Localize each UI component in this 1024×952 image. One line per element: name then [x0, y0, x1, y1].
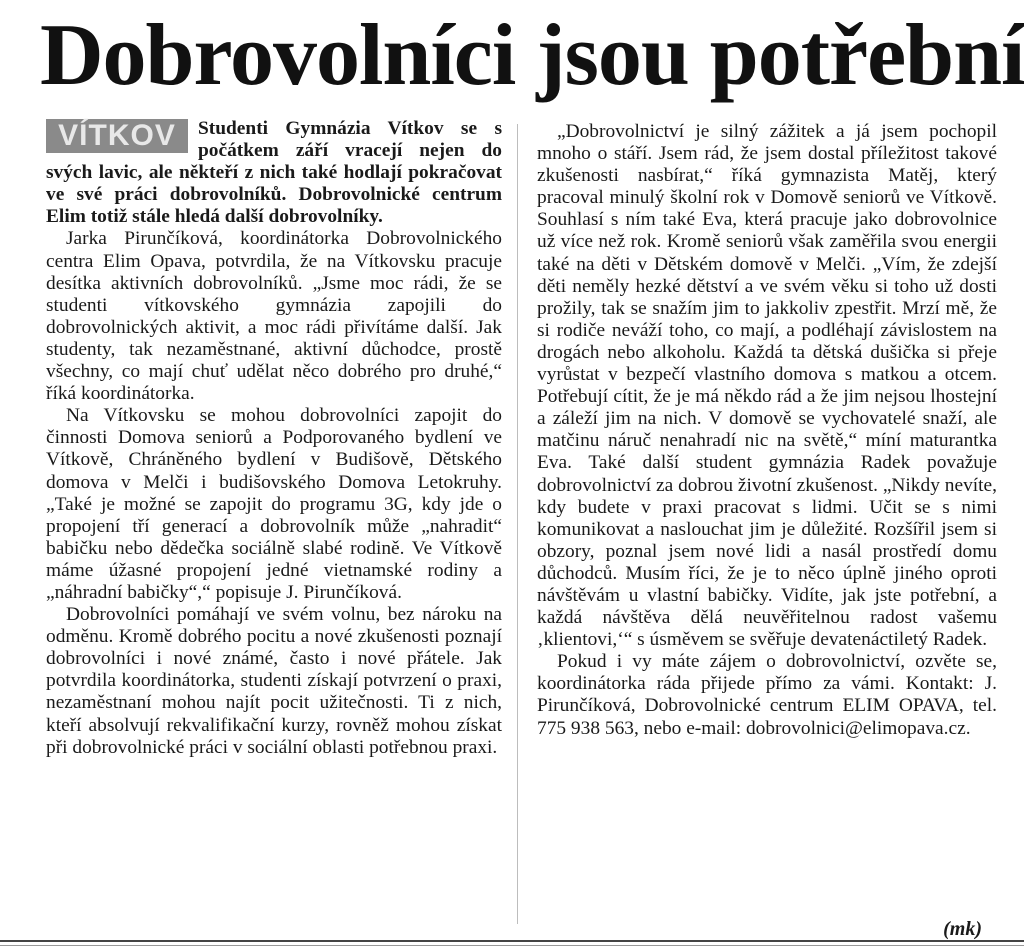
paragraph: Pokud i vy máte zájem o dobrovolnictví, ozvěte se, koordinátorka ráda přijede přímo za vámi. Kontakt: J. Pirunčíková, Dobrovolnické centrum ELIM OPAVA, tel. 775 938 563, nebo e-mail: dobrovolnici@elimopava.cz.	[537, 651, 997, 739]
paragraph: Jarka Pirunčíková, koordinátorka Dobrovolnického centra Elim Opava, potvrdila, že na Vítkovsku pracuje desítka aktivních dobrovolníků. „Jsme moc rádi, že se studenti vítkovského gymnázia zapojili do dobrovolnických aktivit, a moc rádi přivítáme další. Jak studenty, tak nezaměstnané, aktivní důchodce, prostě všechny, co mají chuť udělat něco dobrého pro druhé,“ říká koordinátorka.	[46, 228, 502, 405]
article-column-right	[537, 121, 997, 740]
bottom-rule-thin	[0, 945, 1024, 946]
article-column-left	[46, 118, 502, 759]
article-lead	[46, 118, 502, 228]
lead-text: Studenti Gymnázia Vítkov se s počátkem září vracejí nejen do svých lavic, ale někteří z nich také hodlají pokračovat ve své práci dobrovolníků. Dobrovolnické centrum Elim totiž stále hledá další dobrovolníky.	[46, 118, 502, 228]
dateline-badge: VÍTKOV	[46, 119, 188, 153]
article-headline: Dobrovolníci jsou potřební	[40, 7, 1024, 104]
paragraph: „Dobrovolnictví je silný zážitek a já jsem pochopil mnoho o stáří. Jsem rád, že jsem dostal příležitost takové zkušenosti nasbírat,“ říká gymnazista Matěj, který pracoval minulý školní rok v Domově seniorů ve Vítkově. Souhlasí s ním také Eva, která pracuje jako dobrovolnice už více než rok. Kromě seniorů však zaměřila svou energii také na děti v Dětském domově v Melči. „Vím, že zdejší děti neměly hezké dětství a ve svém věku si toho už dosti prožily, tak se snažím jim to jakkoliv zpestřit. Mrzí mě, že si rodiče neváží toho, co mají, a podléhají závislostem na drogách nebo alkoholu. Každá ta dětská dušička si přeje vyrůstat v bezpečí vlastního domova s matkou a otcem. Potřebují cítit, že je má někdo rád a že jim nejsou lhostejní a záleží jim na nich. V domově se vychovatelé snaží, ale matčinu náruč nenahradí nic na světě,“ míní maturantka Eva. Také další student gymnázia Radek považuje dobrovolnictví za dobrou životní zkušenost. „Nikdy nevíte, kdy budete v praxi pracovat s lidmi. Učit se s nimi komunikovat a naslouchat jim je důležité. Rozšířil jsem si obzory, poznal jsem nové lidi a nasál prostředí domu důchodců. Musím říci, že je to něco úplně jiného oproti návštěvám u vlastní babičky. Vidíte, jak jste potřební, a každá návštěva dělá neuvěřitelnou radost vašemu ‚klientovi,‘“ s úsměvem se svěřuje devatenáctiletý Radek.	[537, 121, 997, 651]
author-signature: (mk)	[943, 918, 982, 940]
paragraph: Na Vítkovsku se mohou dobrovolníci zapojit do činnosti Domova seniorů a Podporovaného bydlení ve Vítkově, Chráněného bydlení v Budišově, Dětského domova v Melči i budišovského Domova Letokruhy. „Také je možné se zapojit do programu 3G, kdy jde o propojení tří generací a dobrovolník může „nahradit“ babičku nebo dědečka sociálně slabé rodině. Ve Vítkově máme úžasné propojení jedné vietnamské rodiny a „náhradní babičky“,“ popisuje J. Pirunčíková.	[46, 405, 502, 603]
bottom-rule	[0, 940, 1024, 942]
paragraph: Dobrovolníci pomáhají ve svém volnu, bez nároku na odměnu. Kromě dobrého pocitu a nové zkušenosti poznají dobrovolníci i nové známé, často i nové přátele. Jak potvrdila koordinátorka, studenti získají potvrzení o praxi, nezaměstnaní mohou najít pocit užitečnosti. Ti z nich, kteří absolvují rekvalifikační kurzy, rovněž mohou získat při dobrovolnické práci v sociální oblasti potřebnou praxi.	[46, 604, 502, 758]
column-divider	[517, 124, 518, 924]
